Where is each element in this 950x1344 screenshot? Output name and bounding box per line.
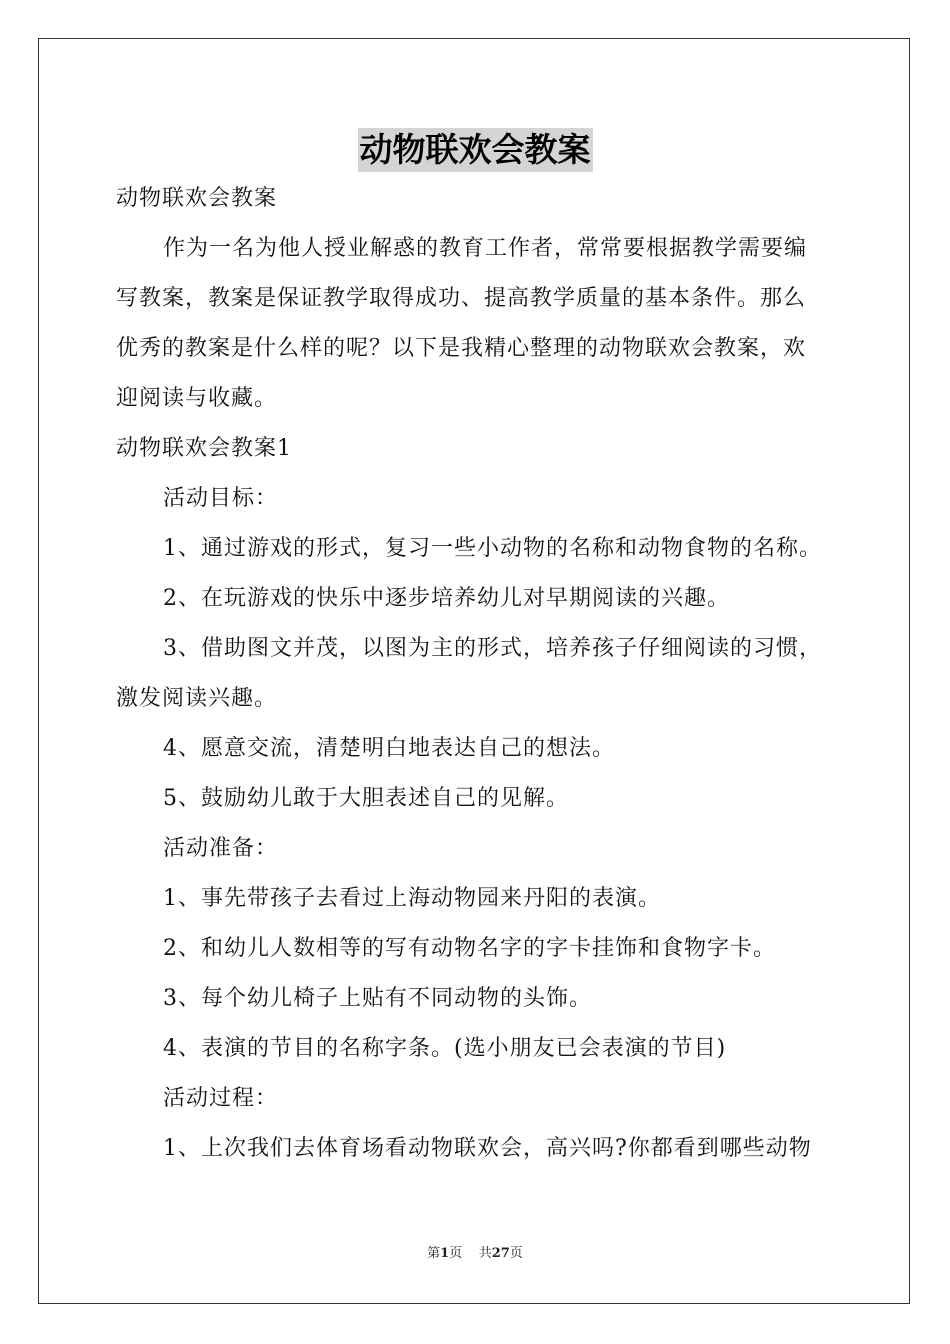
page-number: 1 [440,1246,450,1261]
page-suffix: 页 [449,1246,463,1261]
process-heading: 活动过程： [163,1086,279,1111]
document-subtitle: 动物联欢会教案 [116,186,278,211]
section-heading: 动物联欢会教案1 [116,436,292,461]
document-title: 动物联欢会教案 [358,128,593,172]
goal-item-1: 1、通过游戏的形式，复习一些小动物的名称和动物食物的名称。 [163,536,822,561]
prep-heading: 活动准备： [163,836,279,861]
goal-item-2: 2、在玩游戏的快乐中逐步培养幼儿对早期阅读的兴趣。 [163,586,730,611]
prep-item-3: 3、每个幼儿椅子上贴有不同动物的头饰。 [163,986,592,1011]
page-footer [0,1245,950,1263]
goal-item-3: 3、借助图文并茂，以图为主的形式，培养孩子仔细阅读的习惯， [163,636,822,661]
total-pages: 27 [491,1246,510,1261]
prep-item-2: 2、和幼儿人数相等的写有动物名字的字卡挂饰和食物字卡。 [163,936,776,961]
prep-item-4: 4、表演的节目的名称字条。(选小朋友已会表演的节目) [163,1036,727,1061]
intro-line-2: 写教案，教案是保证教学取得成功、提高教学质量的基本条件。那么 [116,286,807,311]
intro-line-1: 作为一名为他人授业解惑的教育工作者，常常要根据教学需要编 [163,236,808,261]
intro-line-3: 优秀的教案是什么样的呢？以下是我精心整理的动物联欢会教案，欢 [116,336,807,361]
prep-item-1: 1、事先带孩子去看过上海动物园来丹阳的表演。 [163,886,661,911]
goal-item-5: 5、鼓励幼儿敢于大胆表述自己的见解。 [163,786,569,811]
intro-line-4: 迎阅读与收藏。 [116,386,278,411]
total-suffix: 页 [509,1246,523,1261]
process-item-1: 1、上次我们去体育场看动物联欢会，高兴吗?你都看到哪些动物 [163,1136,812,1161]
goal-item-4: 4、愿意交流，清楚明白地表达自己的想法。 [163,736,615,761]
goals-heading: 活动目标： [163,486,279,511]
title-container [0,128,950,172]
page-border [38,38,910,1304]
total-prefix: 共 [478,1246,492,1261]
page-prefix: 第 [427,1246,441,1261]
goal-item-3-continued: 激发阅读兴趣。 [116,686,278,711]
